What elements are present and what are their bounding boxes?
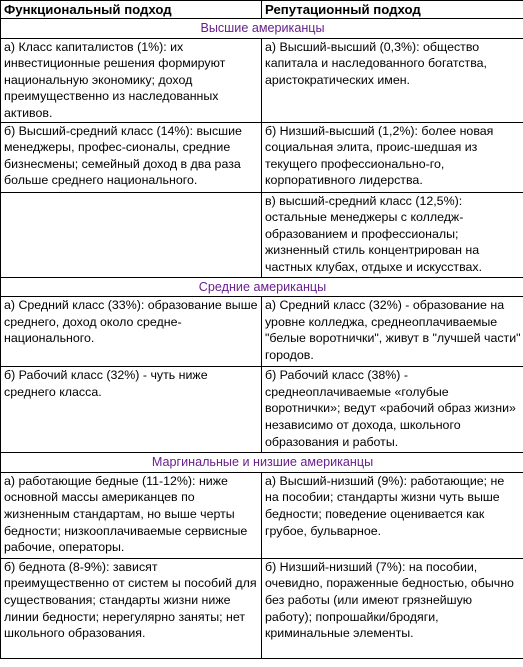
- table-row: [1, 122, 523, 192]
- section-title-marginal: Маргинальные и низшие американцы: [1, 453, 523, 473]
- reputational-cell: а) Высший-низший (9%): работающие; не на пособии; стандарты жизни чуть выше бедности; поведение оценивается как грубое, бульварное.: [262, 472, 523, 558]
- table-row: [1, 367, 523, 453]
- table-row: [1, 472, 523, 558]
- functional-cell: а) Класс капиталистов (1%): их инвестиционные решения формируют национальную экономику; доход преимущественно из наследованных активов.: [1, 38, 262, 122]
- section-title-middle: Средние американцы: [1, 277, 523, 297]
- table-row: [1, 38, 523, 122]
- table-row: [1, 297, 523, 367]
- reputational-cell: б) Низший-низший (7%): на пособии, очевидно, пораженные бедностью, обычно без работы (или имеют грязнейшую работу); попрошайки/бродяги, криминальные элементы.: [262, 558, 523, 658]
- header-row: [1, 1, 523, 19]
- functional-cell: а) работающие бедные (11-12%): ниже основной массы американцев по жизненным стандартам, но выше черты бедности; низкооплачиваемые сервисные рабочие, операторы.: [1, 472, 262, 558]
- reputational-cell: а) Высший-высший (0,3%): общество капитала и наследованного богатства, аристократических имен.: [262, 38, 523, 122]
- section-row: [1, 19, 523, 39]
- section-title-upper: Высшие американцы: [1, 19, 523, 39]
- table-row: [1, 558, 523, 658]
- table-row: [1, 192, 523, 277]
- reputational-cell: а) Средний класс (32%) - образование на уровне колледжа, среднеоплачиваемые "белые воротнички", живут в "лучшей части" городов.: [262, 297, 523, 367]
- reputational-cell: б) Низший-высший (1,2%): более новая социальная элита, проис-шедшая из текущего профессионально-го, корпоративного лидерства.: [262, 122, 523, 192]
- header-functional: Функциональный подход: [1, 1, 262, 19]
- section-row: [1, 277, 523, 297]
- empty-cell: [1, 192, 262, 277]
- functional-cell: б) Рабочий класс (32%) - чуть ниже среднего класса.: [1, 367, 262, 453]
- section-row: [1, 453, 523, 473]
- reputational-cell: б) Рабочий класс (38%) - среднеоплачиваемые «голубые воротнички»; ведут «рабочий образ жизни» независимо от дохода, школьного образования и работы.: [262, 367, 523, 453]
- header-reputational: Репутационный подход: [262, 1, 523, 19]
- functional-cell: б) беднота (8-9%): зависят преимущественно от систем ы пособий для существования; стандарты жизни ниже линии бедности; нерегулярно заняты; нет школьного образования.: [1, 558, 262, 658]
- functional-cell: б) Высший-средний класс (14%): высшие менеджеры, профес-сионалы, средние бизнесмены; семейный доход в два раза больше среднего национального.: [1, 122, 262, 192]
- reputational-cell: в) высший-средний класс (12,5%): остальные менеджеры с колледж-образованием и профессионалы; жизненный стиль концентрирован на частных клубах, отдыхе и искусствах.: [262, 192, 523, 277]
- functional-cell: а) Средний класс (33%): образование выше среднего, доход около средне-национального.: [1, 297, 262, 367]
